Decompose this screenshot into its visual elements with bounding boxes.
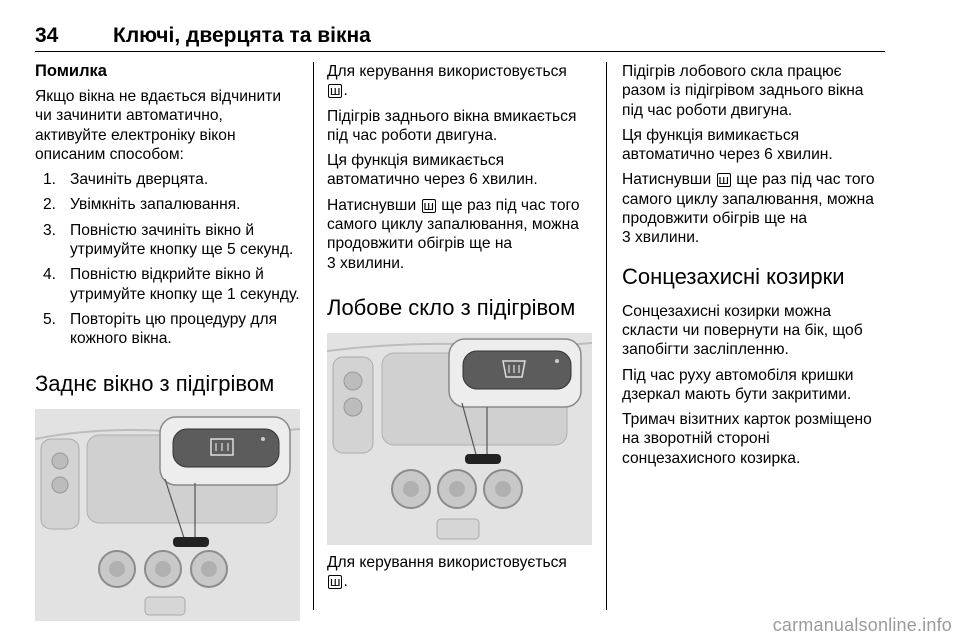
windshield-button-illustration (327, 333, 592, 545)
fault-steps-list (35, 170, 300, 348)
list-item: 3. Повністю зачиніть вікно й утримуйте кнопку ще 5 секунд. (43, 221, 294, 259)
column-3 (622, 62, 892, 474)
sun-visor-heading: Сонцезахисні козирки (622, 263, 845, 289)
windshield-heading: Лобове скло з підігрівом (327, 294, 576, 320)
column-divider-1 (313, 62, 314, 610)
column-2 (327, 62, 597, 598)
fault-heading: Помилка (35, 62, 107, 80)
windshield-control-text: Для керування використовується ш . (327, 553, 567, 591)
heater-symbol-icon: ш (718, 172, 729, 188)
column-1 (35, 62, 300, 621)
list-item: 4. Повністю відкрийте вікно й утримуйте кнопку ще 1 секунду. (43, 266, 300, 303)
list-item: 2. Увімкніть запалювання. (43, 196, 241, 214)
rear-control-text: Для керування використовується ш . (327, 63, 567, 100)
rear-auto-off-text: Ця функція вимикається автоматично через 6 хвилин. (327, 152, 538, 189)
column-divider-2 (606, 62, 607, 610)
list-item: 1. Зачиніть дверцята. (43, 171, 209, 189)
windshield-engine-text: Підігрів лобового скла працює разом із підігрівом заднього вікна під час роботи двигуна. (622, 63, 864, 119)
watermark: carmanualsonline.info (772, 615, 952, 635)
fault-intro: Якщо вікна не вдається відчинити чи зачинити автоматично, активуйте електроніку вікон описаним способом: (35, 88, 282, 163)
list-item: 5. Повторіть цю процедуру для кожного вікна. (43, 310, 278, 348)
page-number: 34 (35, 24, 59, 47)
header-rule (35, 51, 885, 52)
windshield-extend-text: Натиснувши ш ще раз під час того самого циклу запалювання, можна продовжити обігрів ще на 3 хвилини. (622, 171, 875, 247)
windshield-auto-off-text: Ця функція вимикається автоматично через 6 хвилин. (622, 126, 833, 164)
rear-extend-text: Натиснувши ш ще раз під час того самого циклу запалювання, можна продовжити обігрів ще на 3 хвилини. (327, 196, 580, 272)
page-header (35, 22, 885, 52)
rear-engine-text: Підігрів заднього вікна вмикається під час роботи двигуна. (327, 107, 577, 144)
rear-window-heading: Заднє вікно з підігрівом (35, 370, 275, 396)
rear-window-button-illustration (35, 409, 300, 621)
sun-visor-fold-text: Сонцезахисні козирки можна скласти чи повернути на бік, щоб запобігти засліпленню. (622, 302, 863, 359)
page-title: Ключі, дверцята та вікна (113, 24, 371, 47)
heater-symbol-icon: ш (423, 197, 434, 213)
sun-visor-card-holder-text: Тримач візитних карток розміщено на зворотній стороні сонцезахисного козирка. (622, 411, 872, 467)
sun-visor-mirror-text: Під час руху автомобіля кришки дзеркал мають бути закритими. (622, 366, 854, 403)
heater-symbol-icon: ш (330, 574, 341, 590)
heater-symbol-icon: ш (330, 83, 341, 99)
